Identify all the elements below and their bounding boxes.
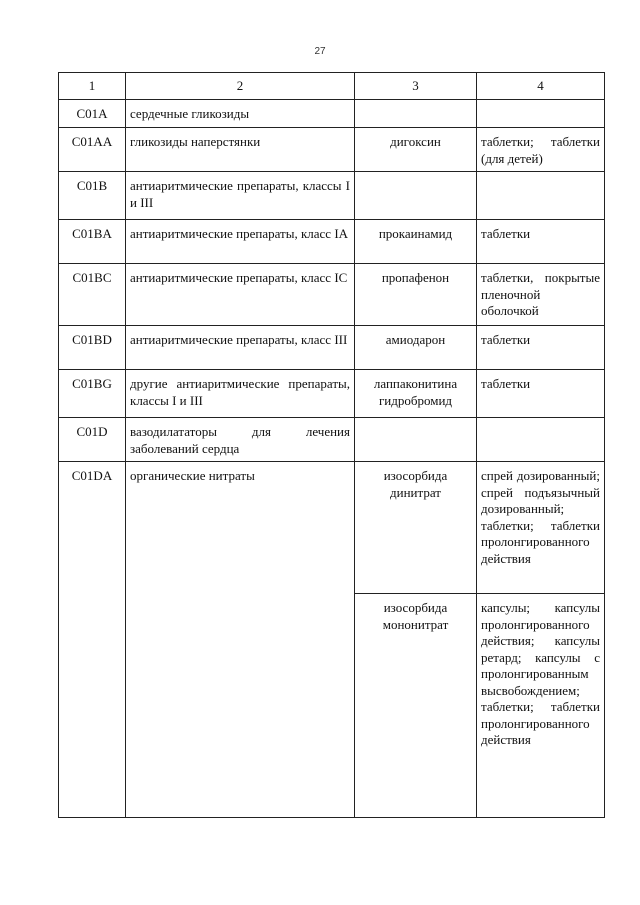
group-name: органические нитраты [126, 462, 355, 818]
atc-code: C01D [59, 418, 126, 462]
atc-code: C01BG [59, 370, 126, 418]
dosage-form: таблетки [477, 220, 605, 264]
table-row [59, 128, 605, 172]
group-name: антиаритмические препараты, классы I и III [126, 172, 355, 220]
drug-name [355, 418, 477, 462]
drug-name: изосорбида динитрат [355, 462, 477, 594]
table-row [59, 462, 605, 594]
drug-name: изосорбида мононитрат [355, 594, 477, 818]
drug-name: амиодарон [355, 326, 477, 370]
drug-name: прокаинамид [355, 220, 477, 264]
atc-code: C01B [59, 172, 126, 220]
drug-name [355, 100, 477, 128]
drug-table [58, 72, 605, 818]
group-name: гликозиды наперстянки [126, 128, 355, 172]
drug-name: пропафенон [355, 264, 477, 326]
atc-code: C01AA [59, 128, 126, 172]
group-name: антиаритмические препараты, класс III [126, 326, 355, 370]
dosage-form: таблетки [477, 370, 605, 418]
drug-name [355, 172, 477, 220]
atc-code: C01BC [59, 264, 126, 326]
header-col-4: 4 [477, 73, 605, 100]
drug-name: дигоксин [355, 128, 477, 172]
atc-code: C01DA [59, 462, 126, 818]
dosage-form [477, 418, 605, 462]
atc-code: C01BD [59, 326, 126, 370]
table-row [59, 100, 605, 128]
dosage-form: таблетки; таблетки (для детей) [477, 128, 605, 172]
table-row [59, 264, 605, 326]
group-name: антиаритмические препараты, класс IC [126, 264, 355, 326]
dosage-form: спрей дозированный; спрей подъязычный дозированный; таблетки; таблетки пролонгированного действия [477, 462, 605, 594]
table-row [59, 220, 605, 264]
group-name: вазодилататоры для лечения заболеваний сердца [126, 418, 355, 462]
table-row [59, 370, 605, 418]
dosage-form [477, 100, 605, 128]
header-col-3: 3 [355, 73, 477, 100]
atc-code: C01A [59, 100, 126, 128]
page-number: 27 [314, 46, 326, 57]
group-name: сердечные гликозиды [126, 100, 355, 128]
group-name: другие антиаритмические препараты, классы I и III [126, 370, 355, 418]
dosage-form: таблетки [477, 326, 605, 370]
dosage-form: капсулы; капсулы пролонгированного действия; капсулы ретард; капсулы с пролонгированным высвобождением; таблетки; таблетки пролонгированного действия [477, 594, 605, 818]
table-row [59, 418, 605, 462]
table-row [59, 172, 605, 220]
table-row [59, 326, 605, 370]
atc-code: C01BA [59, 220, 126, 264]
group-name: антиаритмические препараты, класс IA [126, 220, 355, 264]
dosage-form: таблетки, покрытые пленочной оболочкой [477, 264, 605, 326]
header-col-2: 2 [126, 73, 355, 100]
dosage-form [477, 172, 605, 220]
drug-name: лаппаконитина гидробромид [355, 370, 477, 418]
header-col-1: 1 [59, 73, 126, 100]
header-row [59, 73, 605, 100]
